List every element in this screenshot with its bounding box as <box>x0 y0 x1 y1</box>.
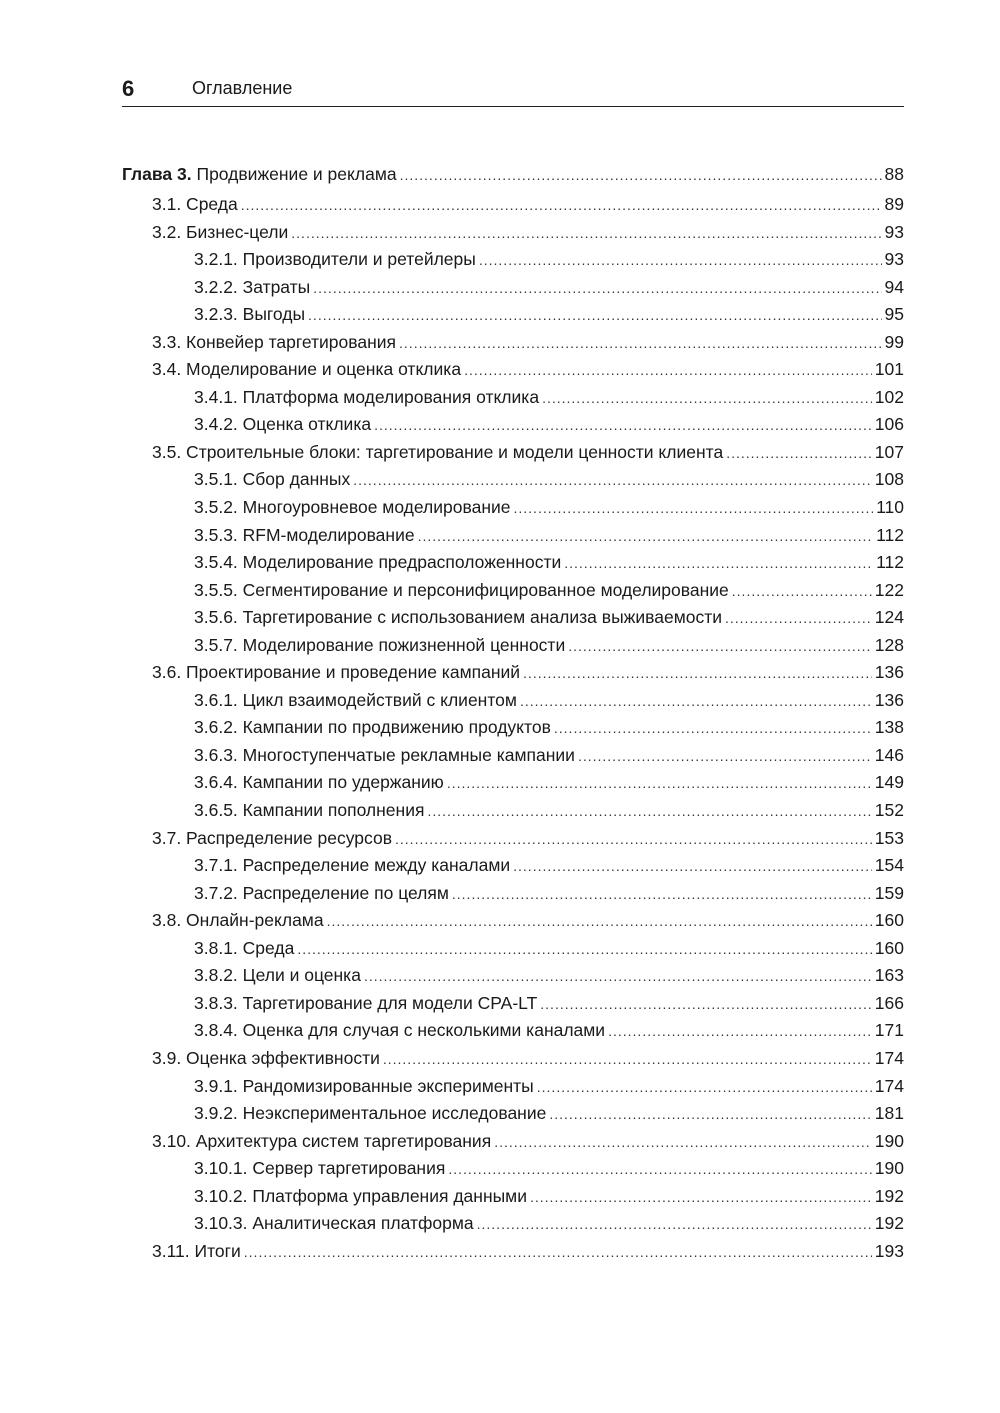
dot-leader <box>479 252 882 268</box>
toc-entry-page: 99 <box>884 331 904 352</box>
dot-leader <box>313 280 881 296</box>
dot-leader <box>464 362 872 378</box>
dot-leader <box>608 1023 872 1039</box>
toc-entry-label: 3.7.2. Распределение по целям <box>194 882 449 903</box>
page-number: 6 <box>122 76 135 101</box>
toc-entry-label: 3.4. Моделирование и оценка отклика <box>152 359 462 380</box>
toc-entry[interactable] <box>122 745 904 773</box>
toc-entry-label: 3.6.1. Цикл взаимодействий с клиентом <box>194 689 517 710</box>
dot-leader <box>513 858 872 874</box>
toc-entry-label: 3.5.3. RFM-моделирование <box>194 524 415 545</box>
toc-entry[interactable] <box>122 800 904 828</box>
toc-entry-page: 136 <box>874 662 904 683</box>
toc-entry[interactable] <box>122 1241 904 1269</box>
toc-entry[interactable] <box>122 359 904 387</box>
toc-entry-label: 3.2.3. Выгоды <box>194 304 306 325</box>
table-of-contents <box>122 164 904 1268</box>
dot-leader <box>427 803 871 819</box>
toc-entry[interactable] <box>122 249 904 277</box>
toc-entry-label: 3.8.4. Оценка для случая с несколькими каналами <box>194 1020 606 1041</box>
toc-entry-page: 93 <box>884 221 904 242</box>
toc-entry-page: 166 <box>874 992 904 1013</box>
dot-leader <box>447 775 872 791</box>
toc-entry-label: 3.11. Итоги <box>152 1240 241 1261</box>
toc-entry-page: 93 <box>884 249 904 270</box>
toc-entry-label: 3.6.2. Кампании по продвижению продуктов <box>194 717 551 738</box>
toc-entry-page: 181 <box>874 1103 904 1124</box>
toc-entry-page: 190 <box>874 1130 904 1151</box>
toc-entry[interactable] <box>122 387 904 415</box>
toc-entry-label: 3.5.4. Моделирование предрасположенности <box>194 552 562 573</box>
toc-entry-page: 149 <box>874 772 904 793</box>
toc-entry[interactable] <box>122 855 904 883</box>
toc-entry-page: 136 <box>874 689 904 710</box>
toc-entry-label: 3.8. Онлайн-реклама <box>152 910 324 931</box>
dot-leader <box>494 1134 872 1150</box>
toc-entry[interactable] <box>122 1076 904 1104</box>
dot-leader <box>540 996 872 1012</box>
toc-entry-label: 3.3. Конвейер таргетирования <box>152 331 397 352</box>
toc-entry-label: 3.4.1. Платформа моделирования отклика <box>194 386 540 407</box>
dot-leader <box>244 1244 872 1260</box>
toc-entry-label: 3.5.5. Сегментирование и персонифицированное моделирование <box>194 579 729 600</box>
dot-leader <box>327 913 872 929</box>
dot-leader <box>452 886 872 902</box>
toc-entry[interactable] <box>122 938 904 966</box>
dot-leader <box>297 941 871 957</box>
toc-entry[interactable] <box>122 1020 904 1048</box>
dot-leader <box>542 390 872 406</box>
toc-chapter-label <box>122 164 397 185</box>
toc-entry-page: 138 <box>874 717 904 738</box>
toc-entry-page: 160 <box>874 910 904 931</box>
dot-leader <box>514 500 874 516</box>
dot-leader <box>395 831 872 847</box>
toc-entry-page: 160 <box>874 937 904 958</box>
toc-entry-page: 153 <box>874 827 904 848</box>
toc-entry[interactable] <box>122 442 904 470</box>
toc-entry[interactable] <box>122 469 904 497</box>
toc-chapter-prefix: Глава 3. <box>122 164 192 184</box>
toc-entry-label: 3.10.2. Платформа управления данными <box>194 1185 527 1206</box>
dot-leader <box>554 720 872 736</box>
toc-entry-page: 107 <box>874 441 904 462</box>
toc-entry-label: 3.5. Строительные блоки: таргетирование и модели ценности клиента <box>152 441 724 462</box>
toc-entry[interactable] <box>122 222 904 250</box>
toc-entry[interactable] <box>122 1131 904 1159</box>
toc-entry-label: 3.8.2. Цели и оценка <box>194 965 361 986</box>
toc-entry[interactable] <box>122 1103 904 1131</box>
toc-entry-label: 3.8.3. Таргетирование для модели CPA-LT <box>194 992 538 1013</box>
toc-entry-page: 190 <box>874 1158 904 1179</box>
toc-entry-page: 193 <box>874 1240 904 1261</box>
toc-entry-label: 3.7.1. Распределение между каналами <box>194 855 511 876</box>
toc-entry-page: 159 <box>874 882 904 903</box>
toc-entry-label: 3.9.2. Неэкспериментальное исследование <box>194 1103 547 1124</box>
toc-entry-label: 3.7. Распределение ресурсов <box>152 827 393 848</box>
dot-leader <box>364 968 872 984</box>
toc-entry-label: 3.5.7. Моделирование пожизненной ценности <box>194 634 566 655</box>
toc-entry[interactable] <box>122 525 904 553</box>
toc-entry-page: 94 <box>884 276 904 297</box>
toc-entry-label: 3.2. Бизнес-цели <box>152 221 289 242</box>
toc-entry-page: 106 <box>874 414 904 435</box>
dot-leader <box>383 1051 872 1067</box>
toc-entry-page: 152 <box>874 800 904 821</box>
dot-leader <box>399 335 882 351</box>
dot-leader <box>732 583 872 599</box>
toc-entry[interactable] <box>122 690 904 718</box>
toc-entry[interactable] <box>122 662 904 690</box>
toc-entry[interactable] <box>122 1213 904 1241</box>
toc-entry-label: 3.5.2. Многоуровневое моделирование <box>194 497 511 518</box>
toc-entry[interactable] <box>122 965 904 993</box>
toc-entry[interactable] <box>122 1158 904 1186</box>
toc-entry[interactable] <box>122 883 904 911</box>
dot-leader <box>374 417 872 433</box>
toc-entry-label: 3.4.2. Оценка отклика <box>194 414 372 435</box>
toc-entry-page: 101 <box>874 359 904 380</box>
dot-leader <box>353 472 872 488</box>
dot-leader <box>726 445 872 461</box>
toc-entry-label: 3.5.6. Таргетирование с использованием анализа выживаемости <box>194 607 722 628</box>
toc-entry-label: 3.5.1. Сбор данных <box>194 469 351 490</box>
toc-entry-page: 122 <box>874 579 904 600</box>
toc-entry[interactable] <box>122 194 904 222</box>
running-title: Оглавление <box>192 78 293 98</box>
toc-entry-page: 174 <box>874 1075 904 1096</box>
dot-leader <box>448 1161 871 1177</box>
toc-entry-label: 3.10.3. Аналитическая платформа <box>194 1213 474 1234</box>
toc-entry[interactable] <box>122 828 904 856</box>
toc-chapter-title: Продвижение и реклама <box>196 164 397 184</box>
toc-entry-label: 3.8.1. Среда <box>194 937 295 958</box>
toc-entry-label: 3.9. Оценка эффективности <box>152 1047 380 1068</box>
toc-entry-page: 163 <box>874 965 904 986</box>
toc-entry[interactable] <box>122 717 904 745</box>
toc-entry-label: 3.2.1. Производители и ретейлеры <box>194 249 476 270</box>
toc-entry-page: 102 <box>874 386 904 407</box>
toc-entry-page: 110 <box>876 497 904 518</box>
toc-entry-page: 171 <box>874 1020 904 1041</box>
dot-leader <box>564 555 873 571</box>
dot-leader <box>418 528 874 544</box>
toc-entry[interactable] <box>122 993 904 1021</box>
toc-entry-label: 3.9.1. Рандомизированные эксперименты <box>194 1075 534 1096</box>
toc-chapter-page: 88 <box>884 164 904 184</box>
toc-entry-label: 3.2.2. Затраты <box>194 276 311 297</box>
toc-entry[interactable] <box>122 1048 904 1076</box>
dot-leader <box>549 1106 871 1122</box>
dot-leader <box>400 167 882 183</box>
toc-entry-label: 3.6.4. Кампании по удержанию <box>194 772 444 793</box>
toc-entry[interactable] <box>122 635 904 663</box>
dot-leader <box>291 225 881 241</box>
dot-leader <box>241 197 882 213</box>
toc-entry-page: 154 <box>874 855 904 876</box>
toc-entry[interactable] <box>122 607 904 635</box>
toc-entry-label: 3.10.1. Сервер таргетирования <box>194 1158 446 1179</box>
toc-entry[interactable] <box>122 1186 904 1214</box>
toc-entry-label: 3.6. Проектирование и проведение кампаний <box>152 662 521 683</box>
toc-entry-page: 174 <box>874 1047 904 1068</box>
toc-entry[interactable] <box>122 332 904 360</box>
toc-entry-page: 108 <box>874 469 904 490</box>
toc-entry-label: 3.10. Архитектура систем таргетирования <box>152 1130 492 1151</box>
toc-entry-page: 128 <box>874 634 904 655</box>
dot-leader <box>537 1079 872 1095</box>
toc-entry[interactable] <box>122 304 904 332</box>
dot-leader <box>520 693 872 709</box>
toc-entry[interactable] <box>122 277 904 305</box>
toc-entry-page: 124 <box>874 607 904 628</box>
toc-entry-page: 146 <box>874 744 904 765</box>
toc-entry[interactable] <box>122 414 904 442</box>
toc-entry[interactable] <box>122 772 904 800</box>
toc-entry-page: 95 <box>884 304 904 325</box>
dot-leader <box>308 307 881 323</box>
dot-leader <box>523 665 872 681</box>
toc-entry-page: 112 <box>876 524 904 545</box>
page-header <box>122 74 904 107</box>
toc-chapter-row[interactable] <box>122 164 904 194</box>
dot-leader <box>477 1216 872 1232</box>
toc-entry-page: 192 <box>874 1213 904 1234</box>
dot-leader <box>568 638 872 654</box>
toc-entry[interactable] <box>122 580 904 608</box>
toc-entry[interactable] <box>122 910 904 938</box>
dot-leader <box>530 1189 872 1205</box>
toc-entry[interactable] <box>122 497 904 525</box>
toc-entry[interactable] <box>122 552 904 580</box>
toc-entry-label: 3.6.5. Кампании пополнения <box>194 800 425 821</box>
toc-entry-page: 192 <box>874 1185 904 1206</box>
toc-entry-page: 89 <box>884 194 904 214</box>
dot-leader <box>578 748 872 764</box>
toc-entry-label: 3.6.3. Многоступенчатые рекламные кампании <box>194 744 575 765</box>
toc-entry-label: 3.1. Среда <box>152 194 238 214</box>
dot-leader <box>725 610 872 626</box>
toc-entry-page: 112 <box>876 552 904 573</box>
